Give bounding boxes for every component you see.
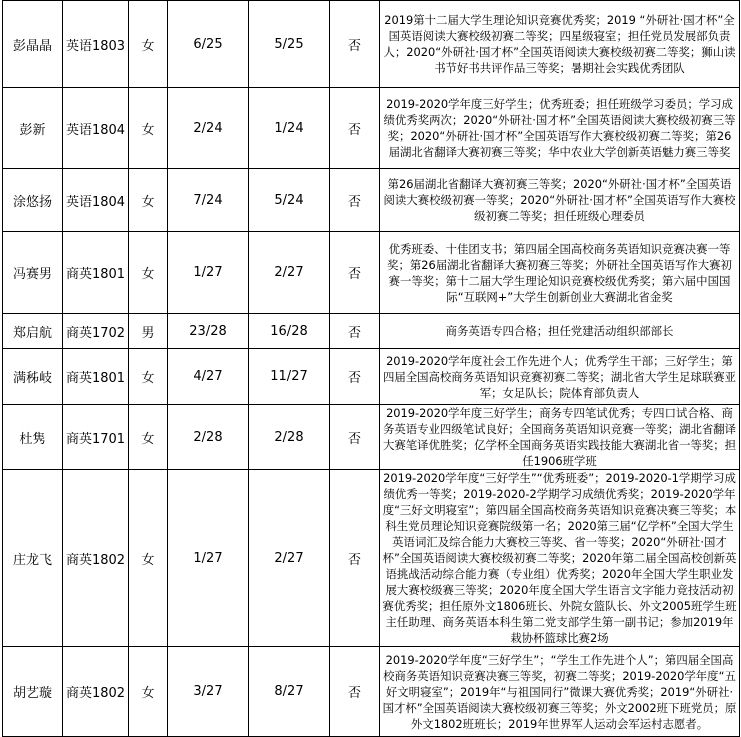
awards-description: 2019-2020学年度三好学生；优秀班委；担任班级学习委员；学习成绩优秀奖两次；2020“外研社·国才杯”全国英语阅读大赛校级初赛三等奖；2020“外研社·国才杯”全国英语写作大赛校级初赛二等奖；第26届湖北省翻译大赛初赛三等奖；华中农业大学创新英语魅力赛三等奖 <box>380 88 740 169</box>
rank-gpa: 7/24 <box>168 169 249 232</box>
flag-status: 否 <box>330 314 380 349</box>
rank-overall: 2/27 <box>249 470 330 647</box>
class-name: 商英1702 <box>63 314 129 349</box>
rank-overall: 5/24 <box>249 169 330 232</box>
gender: 女 <box>129 405 168 470</box>
rank-overall: 1/24 <box>249 88 330 169</box>
student-name: 冯赛男 <box>3 232 63 314</box>
class-name: 英语1804 <box>63 88 129 169</box>
table-row <box>3 349 740 405</box>
rank-gpa: 1/27 <box>168 470 249 647</box>
rank-gpa: 2/24 <box>168 88 249 169</box>
table-row <box>3 1 740 88</box>
student-name: 彭新 <box>3 88 63 169</box>
student-name: 彭晶晶 <box>3 1 63 88</box>
table-row <box>3 647 740 737</box>
flag-status: 否 <box>330 88 380 169</box>
rank-gpa: 3/27 <box>168 647 249 737</box>
awards-description: 2019-2020学年度三好学生；商务专四笔试优秀；专四口试合格、商务英语专业四级笔试良好；全国商务英语知识竞赛一等奖；湖北省翻译大赛笔译优胜奖；亿学杯全国商务英语实践技能大赛湖北省一等奖；担任1906班学班 <box>380 405 740 470</box>
gender: 女 <box>129 470 168 647</box>
class-name: 商英1802 <box>63 647 129 737</box>
gender: 女 <box>129 349 168 405</box>
flag-status: 否 <box>330 169 380 232</box>
student-name: 涂悠扬 <box>3 169 63 232</box>
student-name: 杜隽 <box>3 405 63 470</box>
table-row <box>3 232 740 314</box>
class-name: 商英1802 <box>63 470 129 647</box>
flag-status: 否 <box>330 470 380 647</box>
class-name: 商英1801 <box>63 349 129 405</box>
flag-status: 否 <box>330 647 380 737</box>
awards-description: 2019第十二届大学生理论知识竞赛优秀奖；2019 “外研社·国才杯”全国英语阅读大赛校级初赛二等奖；四星级寝室；担任党员发展部负责人；2020“外研社·国才杯”全国英语阅读大赛校级初赛二等奖；狮山读书节好书共评作品三等奖；暑期社会实践优秀团队 <box>380 1 740 88</box>
awards-description: 2019-2020学年度“三好学生”；“学生工作先进个人”；第四届全国高校商务英语知识竞赛决赛三等奖，初赛二等奖；2019-2020学年度“五好文明寝室”；2019年“与祖国同行”微课大赛优秀奖；2019“外研社·国才杯”全国英语阅读大赛校级初赛三等奖；外文2002班下班党员；原外文1802班班长；2019年世界军人运动会军运村志愿者。 <box>380 647 740 737</box>
gender: 女 <box>129 88 168 169</box>
class-name: 英语1803 <box>63 1 129 88</box>
class-name: 商英1701 <box>63 405 129 470</box>
flag-status: 否 <box>330 349 380 405</box>
flag-status: 否 <box>330 232 380 314</box>
awards-description: 2019-2020学年度“三好学生”“优秀班委”；2019-2020-1学期学习成绩优秀一等奖；2019-2020-2学期学习成绩优秀奖；2019-2020学年度“三好文明寝室”；第四届全国高校商务英语知识竞赛决赛三等奖；本科生党员理论知识竞赛院级第一名；2020第三届“亿学杯”全国大学生英语词汇及综合能力大赛校三等奖、省一等奖；2020“外研社·国才杯”全国英语阅读大赛校级初赛二等奖；2020年第二届全国高校创新英语挑战活动综合能力赛（专业组）优秀奖；2020年全国大学生职业发展大赛校级赛三等奖；2020年度全国大学生语言文字能力竞技活动初赛优秀奖；担任原外文1806班长、外院女篮队长、外文2005班学生班主任助理、商务英语本科生第二党支部学生第一副书记；参加2019年栽协杯篮球比赛2场 <box>380 470 740 647</box>
flag-status: 否 <box>330 405 380 470</box>
gender: 女 <box>129 1 168 88</box>
gender: 男 <box>129 314 168 349</box>
awards-description: 优秀班委、十佳团支书；第四届全国高校商务英语知识竞赛决赛一等奖；第26届湖北省翻译大赛初赛三等奖；外研社全国英语写作大赛初赛一等奖；第十二届大学生理论知识竞赛校级优秀奖；第六届中国国际“互联网+”大学生创新创业大赛湖北省金奖 <box>380 232 740 314</box>
student-name: 郑启航 <box>3 314 63 349</box>
rank-overall: 16/28 <box>249 314 330 349</box>
gender: 女 <box>129 169 168 232</box>
rank-gpa: 2/28 <box>168 405 249 470</box>
class-name: 英语1804 <box>63 169 129 232</box>
class-name: 商英1801 <box>63 232 129 314</box>
awards-description: 第26届湖北省翻译大赛初赛三等奖；2020“外研社·国才杯”全国英语阅读大赛校级初赛一等奖；2020“外研社·国才杯”全国英语写作大赛校级初赛二等奖；担任班级心理委员 <box>380 169 740 232</box>
table-row <box>3 169 740 232</box>
rank-gpa: 4/27 <box>168 349 249 405</box>
rank-overall: 11/27 <box>249 349 330 405</box>
rank-gpa: 6/25 <box>168 1 249 88</box>
flag-status: 否 <box>330 1 380 88</box>
rank-gpa: 23/28 <box>168 314 249 349</box>
gender: 女 <box>129 647 168 737</box>
table-row <box>3 470 740 647</box>
student-name: 满秭岐 <box>3 349 63 405</box>
awards-table <box>2 0 740 737</box>
gender: 女 <box>129 232 168 314</box>
rank-overall: 8/27 <box>249 647 330 737</box>
awards-description: 2019-2020学年度社会工作先进个人；优秀学生干部；三好学生；第四届全国高校商务英语知识竞赛初赛二等奖；湖北省大学生足球联赛亚军；女足队长；院体育部负责人 <box>380 349 740 405</box>
awards-description: 商务英语专四合格；担任党建活动组织部部长 <box>380 314 740 349</box>
student-name: 庄龙飞 <box>3 470 63 647</box>
table-row <box>3 405 740 470</box>
table-row <box>3 314 740 349</box>
rank-overall: 5/25 <box>249 1 330 88</box>
rank-overall: 2/28 <box>249 405 330 470</box>
rank-overall: 2/27 <box>249 232 330 314</box>
student-name: 胡艺璇 <box>3 647 63 737</box>
rank-gpa: 1/27 <box>168 232 249 314</box>
table-row <box>3 88 740 169</box>
